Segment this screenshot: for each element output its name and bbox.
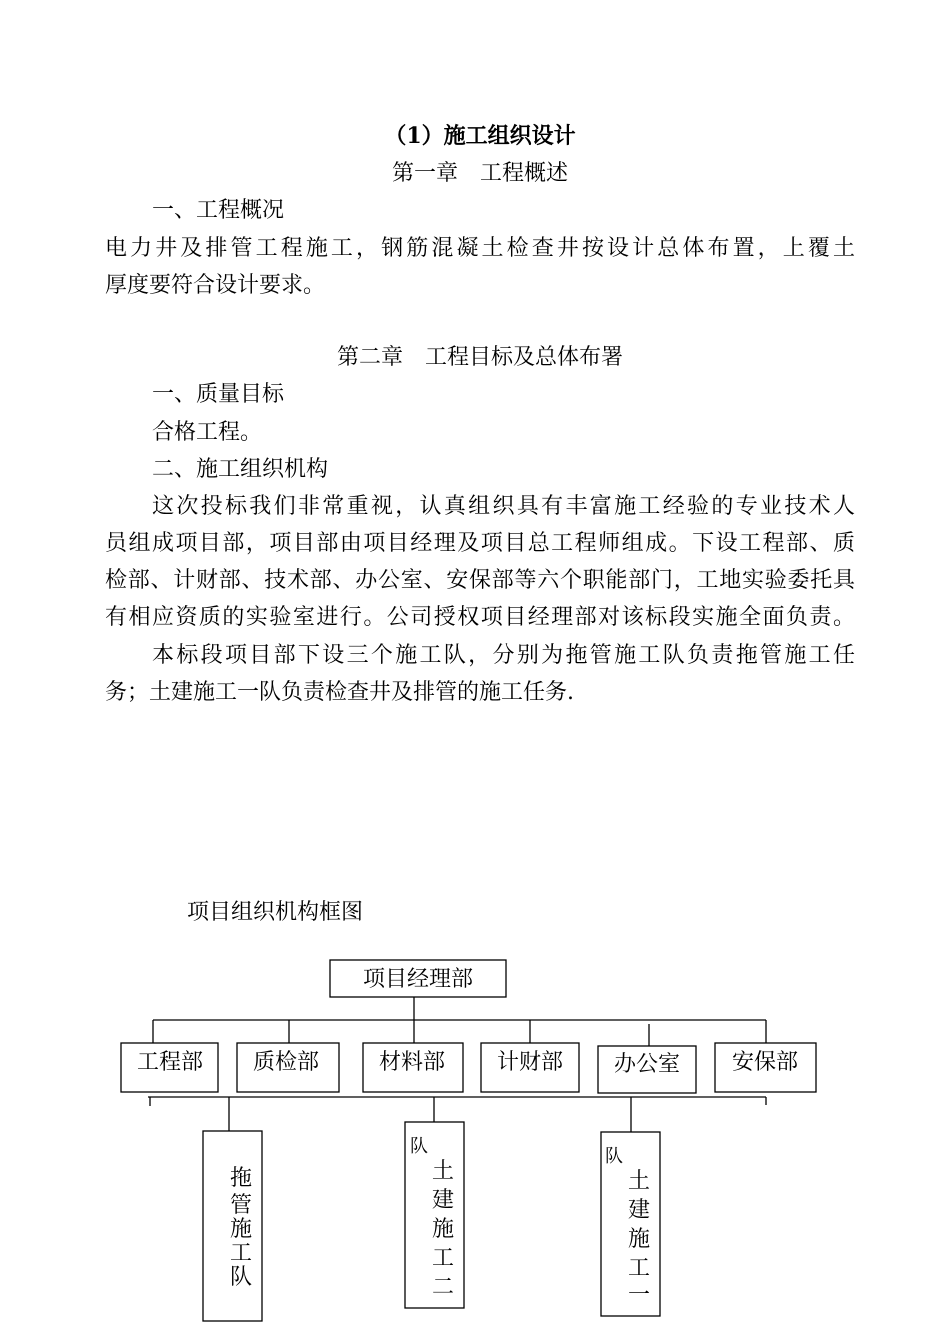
team-1-char: 工 [229, 1241, 253, 1266]
document-title: （1）施工组织设计 [384, 123, 576, 149]
paragraph-2-line-3: 检部、计财部、技术部、办公室、安保部等六个职能部门，工地实验委托具 [105, 568, 855, 593]
department-label-engineering: 工程部 [136, 1050, 204, 1075]
department-label-security: 安保部 [731, 1050, 799, 1075]
department-label-office: 办公室 [613, 1052, 681, 1077]
team-2-char: 土 [431, 1159, 455, 1184]
paragraph-2-line-2: 员组成项目部，项目部由项目经理及项目总工程师组成。下设工程部、质 [105, 531, 855, 556]
section-heading-organization: 二、施工组织机构 [152, 457, 329, 482]
team-1-char: 施 [229, 1217, 253, 1242]
team-1-char: 管 [229, 1193, 253, 1218]
paragraph-1-line-1: 电力井及排管工程施工，钢筋混凝土检查井按设计总体布置，上覆土 [105, 236, 855, 261]
team-2-char: 建 [431, 1188, 455, 1213]
chapter-2-heading: 第二章 工程目标及总体布署 [336, 345, 623, 370]
section-heading-quality: 一、质量目标 [152, 382, 285, 407]
department-label-materials: 材料部 [378, 1050, 446, 1075]
department-label-finance: 计财部 [496, 1050, 564, 1075]
team-3-char: 施 [627, 1227, 651, 1252]
paragraph-2-line-4: 有相应资质的实验室进行。公司授权项目经理部对该标段实施全面负责。 [105, 605, 855, 630]
team-3-char: 工 [627, 1256, 651, 1281]
team-2-stray-char: 队 [410, 1136, 428, 1157]
team-3-stray-char: 队 [605, 1146, 623, 1167]
chapter-1-heading: 第一章 工程概述 [391, 161, 568, 186]
paragraph-3-line-2: 务；土建施工一队负责检查井及排管的施工任务. [105, 680, 574, 705]
paragraph-3-line-1: 本标段项目部下设三个施工队，分别为拖管施工队负责拖管施工任 [152, 643, 855, 668]
team-3-char: 土 [627, 1169, 651, 1194]
team-3-char: 一 [627, 1283, 651, 1308]
team-2-char: 二 [431, 1275, 455, 1300]
team-2-char: 施 [431, 1217, 455, 1242]
team-1-char: 拖 [229, 1166, 253, 1191]
quality-text: 合格工程。 [152, 420, 263, 445]
paragraph-2-line-1: 这次投标我们非常重视，认真组织具有丰富施工经验的专业技术人 [152, 494, 855, 519]
team-3-char: 建 [627, 1198, 651, 1223]
section-heading-overview: 一、工程概况 [152, 198, 285, 223]
department-label-quality: 质检部 [252, 1050, 320, 1075]
paragraph-1-line-2: 厚度要符合设计要求。 [105, 273, 326, 298]
team-2-char: 工 [431, 1246, 455, 1271]
root-label: 项目经理部 [362, 967, 474, 992]
team-1-char: 队 [229, 1265, 253, 1290]
org-chart-caption: 项目组织机构框图 [187, 900, 364, 925]
